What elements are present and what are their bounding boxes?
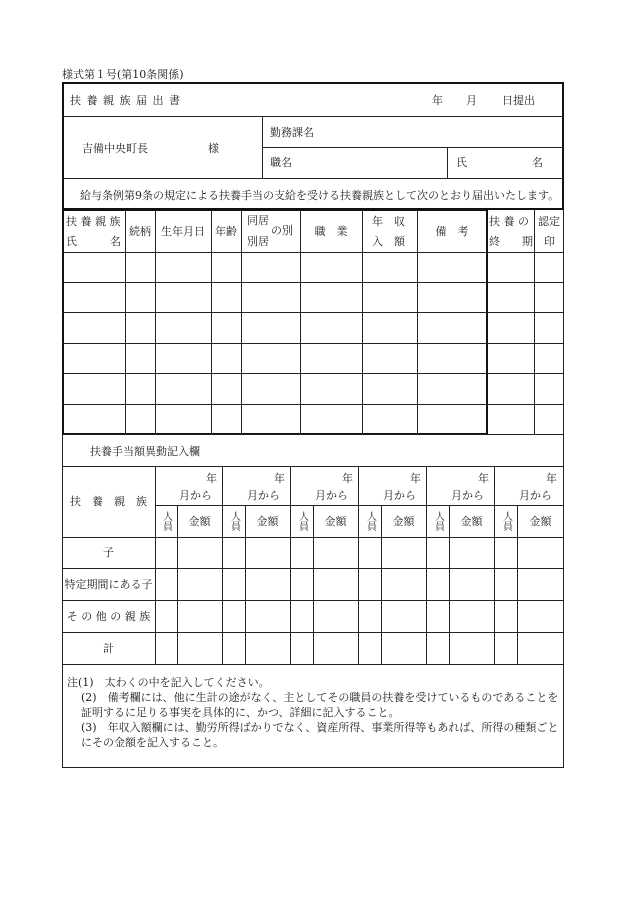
divider [494,466,495,664]
divider [62,312,564,313]
persons-header: 人員 [432,511,444,531]
date-submitted-label: 日提出 [502,94,535,107]
header-end-a: 扶 養 の [489,215,529,228]
divider [62,282,564,283]
persons-header: 人員 [364,511,376,531]
row-label-other-relatives: そ の 他 の 親 族 [66,609,151,623]
header-cohab-a: 同居 [247,214,269,227]
header-end-b: 終 期 [489,235,533,248]
header-birthdate: 生年月日 [161,224,205,238]
note-2: (2) 備考欄には、他に生計の途がなく、主としてその職員の扶養を受けているものであることを証明するに足りる事実を具体的に、かつ、詳細に記入すること。 [81,691,559,719]
persons-header: 人員 [160,511,172,531]
divider [290,466,291,664]
header-approval-a: 認定 [538,215,560,228]
period-year: 年 [274,472,285,485]
declaration-text: 給与条例第9条の規定による扶養手当の支給を受ける扶養親族として次のとおり届出いたします。 [80,189,560,202]
amount-header: 金額 [256,514,279,528]
divider [62,404,564,405]
notes [67,675,562,750]
form-number: 様式第１号(第10条関係) [62,68,184,81]
form-title: 扶 養 親 族 届 出 書 [70,94,181,107]
divider [534,210,535,434]
divider [62,252,564,253]
divider [447,147,448,178]
persons-header: 人員 [500,511,512,531]
row-label-total: 計 [103,641,114,655]
amount-header: 金額 [529,514,552,528]
name-label-2: 名 [532,156,543,169]
amount-header: 金額 [324,514,347,528]
header-cohab-c: 別居 [247,235,269,248]
period-year: 年 [478,472,489,485]
persons-header: 人員 [296,511,308,531]
addressee-honorific: 様 [208,142,219,155]
date-month-label: 月 [466,94,477,107]
period-year: 年 [546,472,557,485]
allowance-section-title: 扶養手当額異動記入欄 [90,445,200,458]
period-from: 月から [383,489,416,502]
divider [62,116,564,117]
divider [155,466,156,664]
divider [426,466,427,664]
amount-header: 金額 [188,514,211,528]
header-name-a: 扶 養 親 族 [66,215,121,228]
row-label-children: 子 [103,546,114,559]
header-occupation: 職 業 [314,224,348,238]
date-year-label: 年 [432,94,443,107]
amount-header: 金額 [392,514,415,528]
header-remarks: 備 考 [435,224,469,238]
note-1: 注(1) 太わくの中を記入してください。 [67,676,270,689]
persons-header: 人員 [228,511,240,531]
divider [241,210,242,434]
divider [62,664,564,665]
allowance-row-header: 扶 養 親 族 [70,495,147,508]
header-approval-b: 印 [544,235,555,248]
header-name-b: 氏 名 [66,235,121,248]
divider [358,466,359,664]
period-from: 月から [247,489,280,502]
divider [62,434,564,435]
divider [362,210,363,434]
divider [222,466,223,664]
header-cohab-b: の別 [271,224,293,237]
period-from: 月から [451,489,484,502]
period-year: 年 [410,472,421,485]
header-income-a: 年 収 [372,215,405,228]
amount-header: 金額 [460,514,483,528]
period-from: 月から [519,489,552,502]
header-income-b: 入 額 [372,235,405,248]
position-label: 職名 [270,156,292,169]
divider [62,343,564,344]
divider [262,147,564,148]
header-age: 年齢 [215,224,237,238]
divider [62,178,564,179]
period-year: 年 [206,472,217,485]
department-label: 勤務課名 [270,126,314,139]
row-label-specific-period-child: 特定期間にある子 [64,577,153,591]
name-label-1: 氏 [456,156,467,169]
divider [62,373,564,374]
addressee-name: 吉備中央町長 [82,142,148,155]
period-from: 月から [315,489,348,502]
note-3: (3) 年収入額欄には、勤労所得ばかりでなく、資産所得、事業所得等もあれば、所得の種類ごとにその金額を記入すること。 [81,721,559,749]
header-relation: 続柄 [129,224,151,238]
period-year: 年 [342,472,353,485]
period-from: 月から [179,489,212,502]
